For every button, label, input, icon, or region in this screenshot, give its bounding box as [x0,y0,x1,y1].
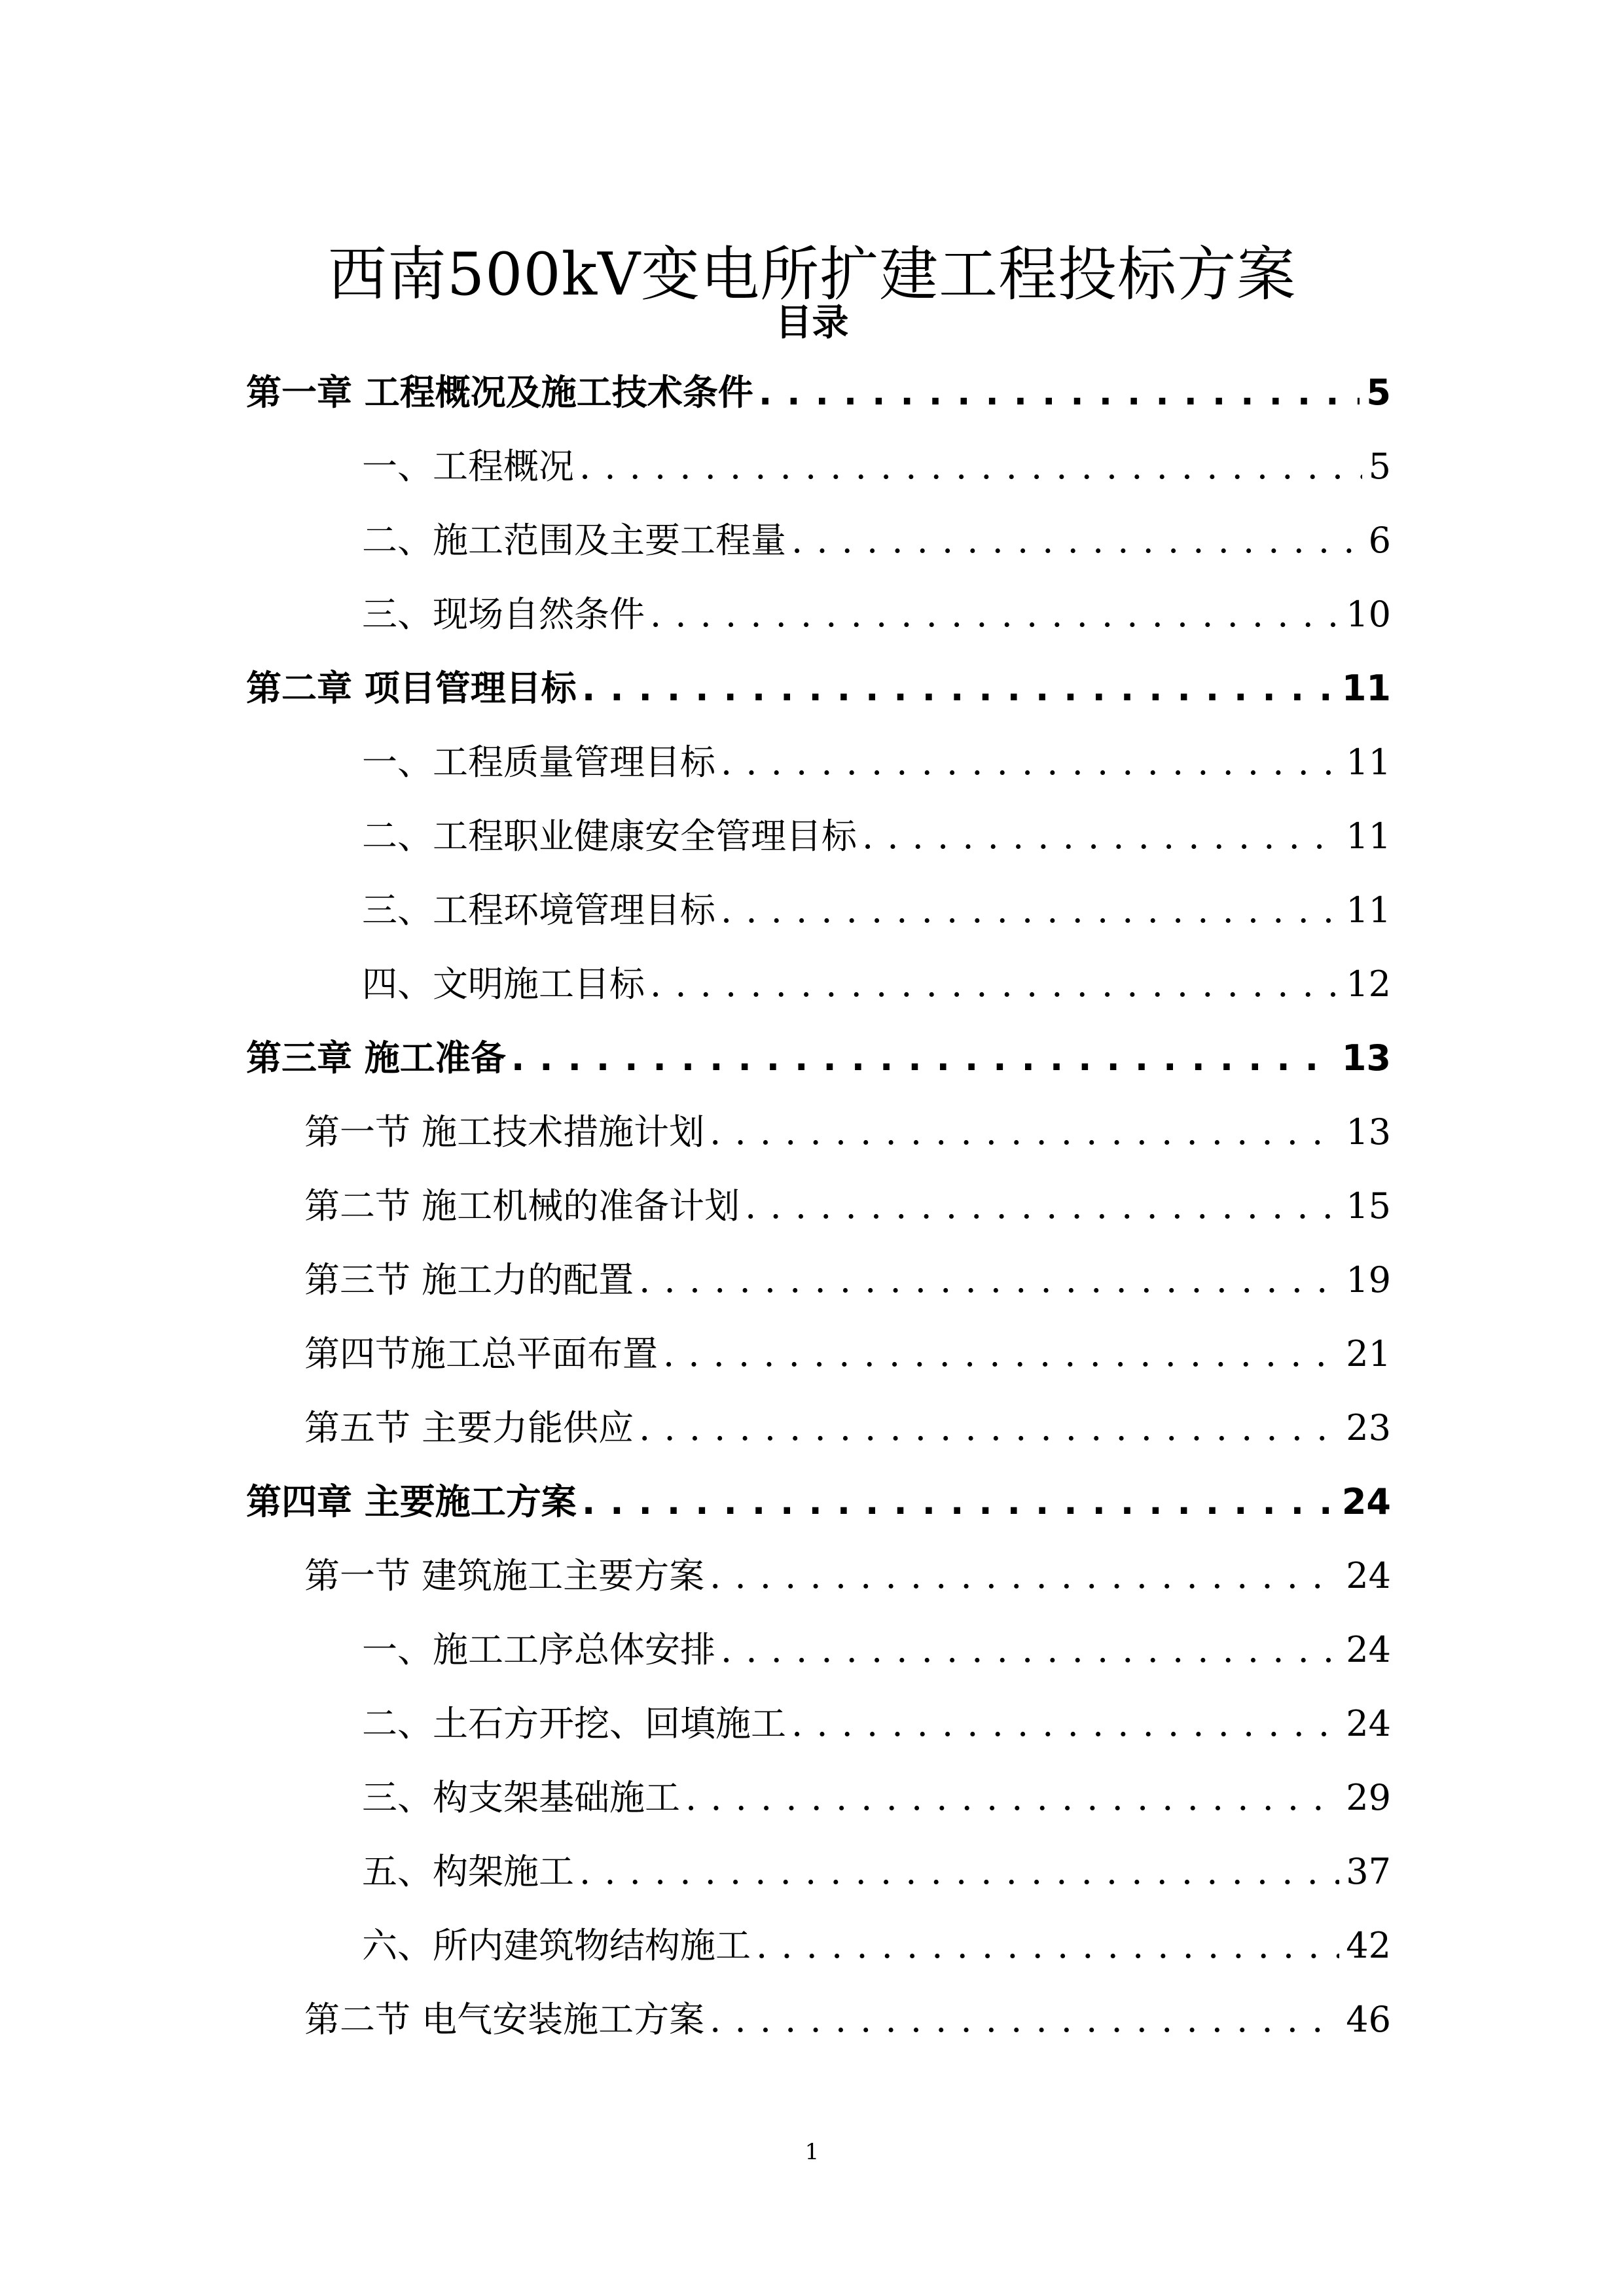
toc-dot-leader [756,1920,1339,1972]
toc-entry-label: 三、工程环境管理目标 [362,884,721,937]
toc-entry-label: 第五节 主要力能供应 [304,1402,639,1454]
toc-entry-page-number: 29 [1339,1772,1391,1824]
toc-entry-label: 二、施工范围及主要工程量 [362,514,791,567]
document-title: 西南500kV变电所扩建工程投标方案 [327,240,1297,310]
toc-entry-page-number: 23 [1339,1402,1391,1454]
toc-dot-leader [579,440,1362,493]
toc-entry-page-number: 12 [1339,958,1391,1011]
toc-dot-leader [791,1698,1339,1750]
toc-dot-leader [511,1032,1335,1085]
toc-entry[interactable] [362,514,1391,567]
toc-entry-page-number: 11 [1339,884,1391,937]
toc-dot-leader [663,1328,1339,1380]
toc-dot-leader [791,514,1362,567]
toc-entry-page-number: 24 [1335,1476,1391,1528]
toc-dot-leader [650,588,1339,641]
toc-dot-leader [862,810,1339,863]
toc-entry[interactable] [304,1994,1391,2046]
toc-entry[interactable] [362,1846,1391,1898]
toc-entry-label: 一、工程质量管理目标 [362,736,721,789]
toc-dot-leader [710,1550,1339,1602]
toc-entry-label: 三、现场自然条件 [362,588,650,641]
toc-entry[interactable] [304,1254,1391,1306]
toc-entry[interactable] [362,958,1391,1011]
toc-entry-label: 六、所内建筑物结构施工 [362,1920,756,1972]
toc-entry-page-number: 37 [1339,1846,1391,1898]
toc-entry-page-number: 10 [1339,588,1391,641]
toc-entry-page-number: 15 [1339,1180,1391,1232]
toc-entry[interactable] [362,810,1391,863]
toc-entry-label: 第二节 电气安装施工方案 [304,1994,710,2046]
toc-entry[interactable] [304,1106,1391,1158]
toc-entry-page-number: 13 [1339,1106,1391,1158]
toc-dot-leader [579,1846,1339,1898]
toc-dot-leader [759,367,1360,419]
toc-entry-label: 五、构架施工 [362,1846,579,1898]
toc-entry-label: 二、工程职业健康安全管理目标 [362,810,862,863]
toc-entry[interactable] [362,1698,1391,1750]
toc-dot-leader [710,1994,1339,2046]
toc-entry[interactable] [246,1476,1391,1528]
toc-entry-label: 第一节 施工技术措施计划 [304,1106,710,1158]
toc-entry-page-number: 24 [1339,1698,1391,1750]
toc-dot-leader [639,1402,1339,1454]
toc-entry-page-number: 11 [1335,662,1391,715]
toc-dot-leader [721,1624,1339,1676]
toc-entry-label: 第一章 工程概况及施工技术条件 [246,367,759,419]
toc-entry-page-number: 5 [1362,440,1391,493]
toc-entry-label: 第二章 项目管理目标 [246,662,582,715]
toc-entry[interactable] [362,1920,1391,1972]
toc-entry[interactable] [362,1772,1391,1824]
toc-entry-page-number: 13 [1335,1032,1391,1085]
toc-entry-label: 第一节 建筑施工主要方案 [304,1550,710,1602]
toc-dot-leader [710,1106,1339,1158]
toc-heading: 目录 [775,301,849,344]
toc-entry[interactable] [304,1550,1391,1602]
toc-entry[interactable] [362,736,1391,789]
toc-dot-leader [721,884,1339,937]
toc-entry-label: 一、工程概况 [362,440,579,493]
toc-entry-page-number: 24 [1339,1624,1391,1676]
toc-entry-label: 二、土石方开挖、回填施工 [362,1698,791,1750]
toc-dot-leader [745,1180,1339,1232]
toc-entry-label: 三、构支架基础施工 [362,1772,685,1824]
toc-entry-page-number: 42 [1339,1920,1391,1972]
toc-entry-label: 第三节 施工力的配置 [304,1254,639,1306]
toc-entry-label: 四、文明施工目标 [362,958,650,1011]
toc-dot-leader [582,1476,1335,1528]
toc-entry-label: 一、施工工序总体安排 [362,1624,721,1676]
toc-entry-label: 第三章 施工准备 [246,1032,511,1085]
toc-entry[interactable] [362,884,1391,937]
toc-entry-page-number: 6 [1362,514,1391,567]
toc-entry-page-number: 21 [1339,1328,1391,1380]
toc-entry-page-number: 19 [1339,1254,1391,1306]
toc-entry[interactable] [304,1328,1391,1380]
toc-entry-page-number: 46 [1339,1994,1391,2046]
toc-dot-leader [721,736,1339,789]
toc-dot-leader [582,662,1335,715]
toc-entry-page-number: 5 [1360,367,1391,419]
toc-entry-label: 第四章 主要施工方案 [246,1476,582,1528]
toc-entry[interactable] [246,662,1391,715]
toc-entry[interactable] [362,440,1391,493]
toc-entry[interactable] [304,1402,1391,1454]
toc-entry[interactable] [362,1624,1391,1676]
page-number: 1 [804,2139,820,2165]
toc-entry-page-number: 24 [1339,1550,1391,1602]
toc-entry[interactable] [362,588,1391,641]
toc-dot-leader [685,1772,1339,1824]
toc-entry[interactable] [246,1032,1391,1085]
toc-entry-label: 第四节施工总平面布置 [304,1328,663,1380]
toc-entry[interactable] [246,367,1391,419]
toc-entry-page-number: 11 [1339,810,1391,863]
toc-entry-label: 第二节 施工机械的准备计划 [304,1180,745,1232]
toc-dot-leader [650,958,1339,1011]
toc-entry-page-number: 11 [1339,736,1391,789]
toc-entry[interactable] [304,1180,1391,1232]
toc-dot-leader [639,1254,1339,1306]
